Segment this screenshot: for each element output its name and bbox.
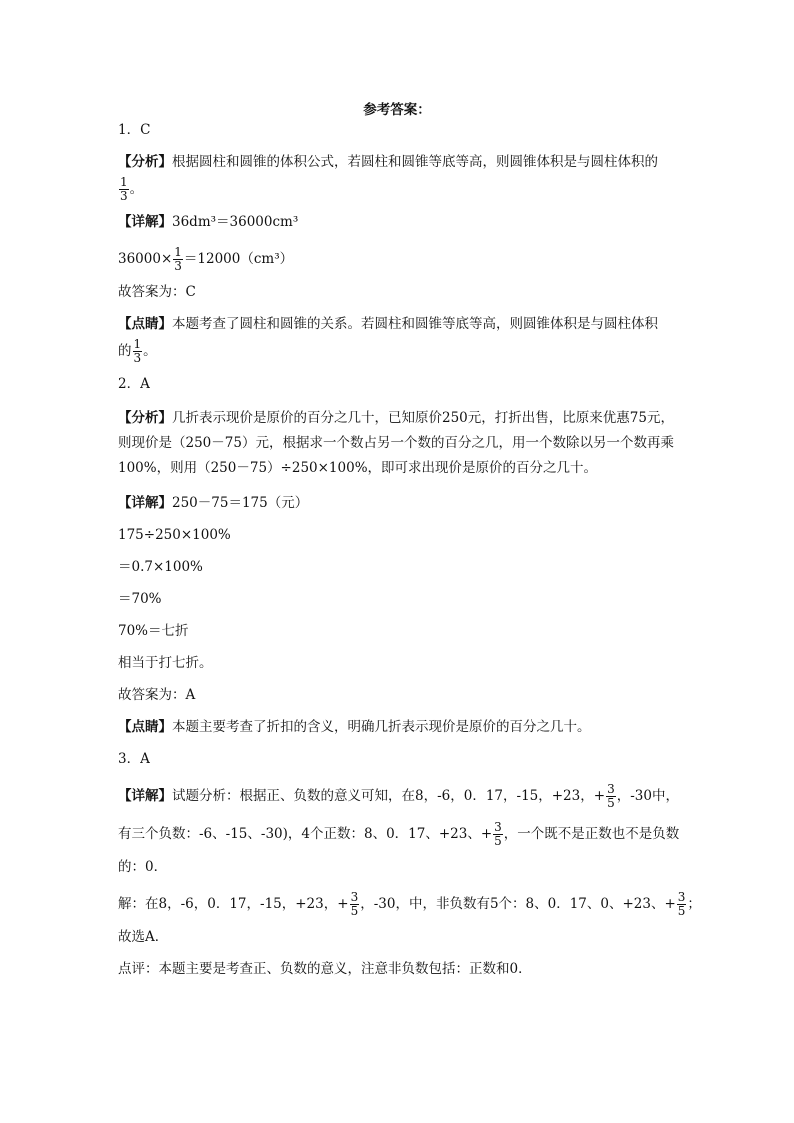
q2-step-1: 175÷250×100% (118, 527, 231, 543)
q2-step-2: ＝0.7×100% (118, 559, 203, 575)
fraction-one-third: $\frac{1}{3}$ (120, 175, 128, 203)
q1-comment-text: 本题考查了圆柱和圆锥的关系。若圆柱和圆锥等底等高，则圆锥体积是与圆柱体积 (172, 316, 658, 332)
q1-analysis (118, 152, 680, 172)
q1-comment-tag: 【点睛】 (118, 316, 172, 332)
q1-calc-left: 36000× (118, 251, 173, 267)
q3-detail-line-2: 有三个负数：-6、-15、-30)，4个正数：8、0．17、+23、+ $\frac{3}{5}$ ，一个既不是正数也不是负数 (118, 820, 680, 848)
q1-calc-right: ＝12000（cm³） (183, 251, 294, 267)
q2-step-4: 70%＝七折 (118, 623, 189, 639)
fraction-three-fifths: $\frac{3}{5}$ (677, 890, 686, 918)
q1-analysis-period: 。 (129, 181, 144, 197)
q1-calc (118, 244, 680, 274)
q3-detail-line-1: 【详解】试题分析：根据正、负数的意义可知，在8，-6，0．17，-15，+23，+ $\frac{3}{5}$ ，-30中， (118, 782, 679, 810)
q1-analysis-fraction-line (118, 174, 680, 204)
q1-detail-tag: 【详解】 (118, 214, 172, 230)
q1-answer: 故答案为：C (118, 284, 196, 300)
answer-content (118, 120, 701, 991)
answer-title: 参考答案： (363, 102, 431, 118)
fraction-one-third: $\frac{1}{3}$ (133, 337, 142, 365)
q1-detail-text: 36dm³＝36000cm³ (172, 214, 299, 230)
q2-detail (118, 493, 680, 513)
q2-number: 2．A (118, 376, 150, 392)
fraction-one-third: $\frac{1}{3}$ (174, 245, 182, 273)
fraction-three-fifths: $\frac{3}{5}$ (607, 782, 615, 810)
q1-comment-end: 的 $\frac{1}{3}$ 。 (118, 337, 157, 365)
q2-comment-tag: 【点睛】 (118, 719, 172, 735)
q2-comment-text: 本题主要考查了折扣的含义，明确几折表示现价是原价的百分之几十。 (172, 719, 591, 735)
q2-detail-tag: 【详解】 (118, 495, 172, 511)
q1-analysis-tag: 【分析】 (118, 154, 172, 170)
q1-analysis-text: 根据圆柱和圆锥的体积公式，若圆柱和圆锥等底等高，则圆锥体积是与圆柱体积的 (172, 154, 658, 170)
q2-comment (118, 717, 680, 737)
q3-detail-line-3: 的：0． (118, 859, 168, 875)
q2-step-3: ＝70% (118, 591, 162, 607)
q2-analysis-tag: 【分析】 (118, 410, 172, 426)
q2-answer: 故答案为：A (118, 687, 196, 703)
q1-number: 1．C (118, 122, 151, 138)
q3-number: 3．A (118, 751, 150, 767)
q3-solution: 解：在8，-6，0．17，-15，+23，+ $\frac{3}{5}$ ，-30，中，非负数有5个：8、0．17、0、+23、+ $\frac{3}{5}$ ； (118, 890, 701, 918)
q2-detail-text: 250－75＝175（元） (172, 495, 309, 511)
q3-detail-tag: 【详解】 (118, 788, 172, 804)
q3-choose: 故选A． (118, 929, 169, 945)
q2-analysis (118, 406, 680, 481)
fraction-three-fifths: $\frac{3}{5}$ (350, 890, 359, 918)
q2-analysis-text: 几折表示现价是原价的百分之几十，已知原价250元，打折出售，比原来优惠75元，则现价是（250－75）元，根据求一个数占另一个数的百分之几，用一个数除以另一个数再乘100%，则用（250－75）÷250×100%，即可求出现价是原价的百分之几十。 (118, 410, 674, 476)
q3-review: 点评：本题主要是考查正、负数的意义，注意非负数包括：正数和0． (118, 961, 532, 977)
q1-detail (118, 212, 680, 232)
q1-comment (118, 314, 680, 334)
q2-step-5: 相当于打七折。 (118, 655, 213, 671)
fraction-three-fifths: $\frac{3}{5}$ (494, 820, 502, 848)
